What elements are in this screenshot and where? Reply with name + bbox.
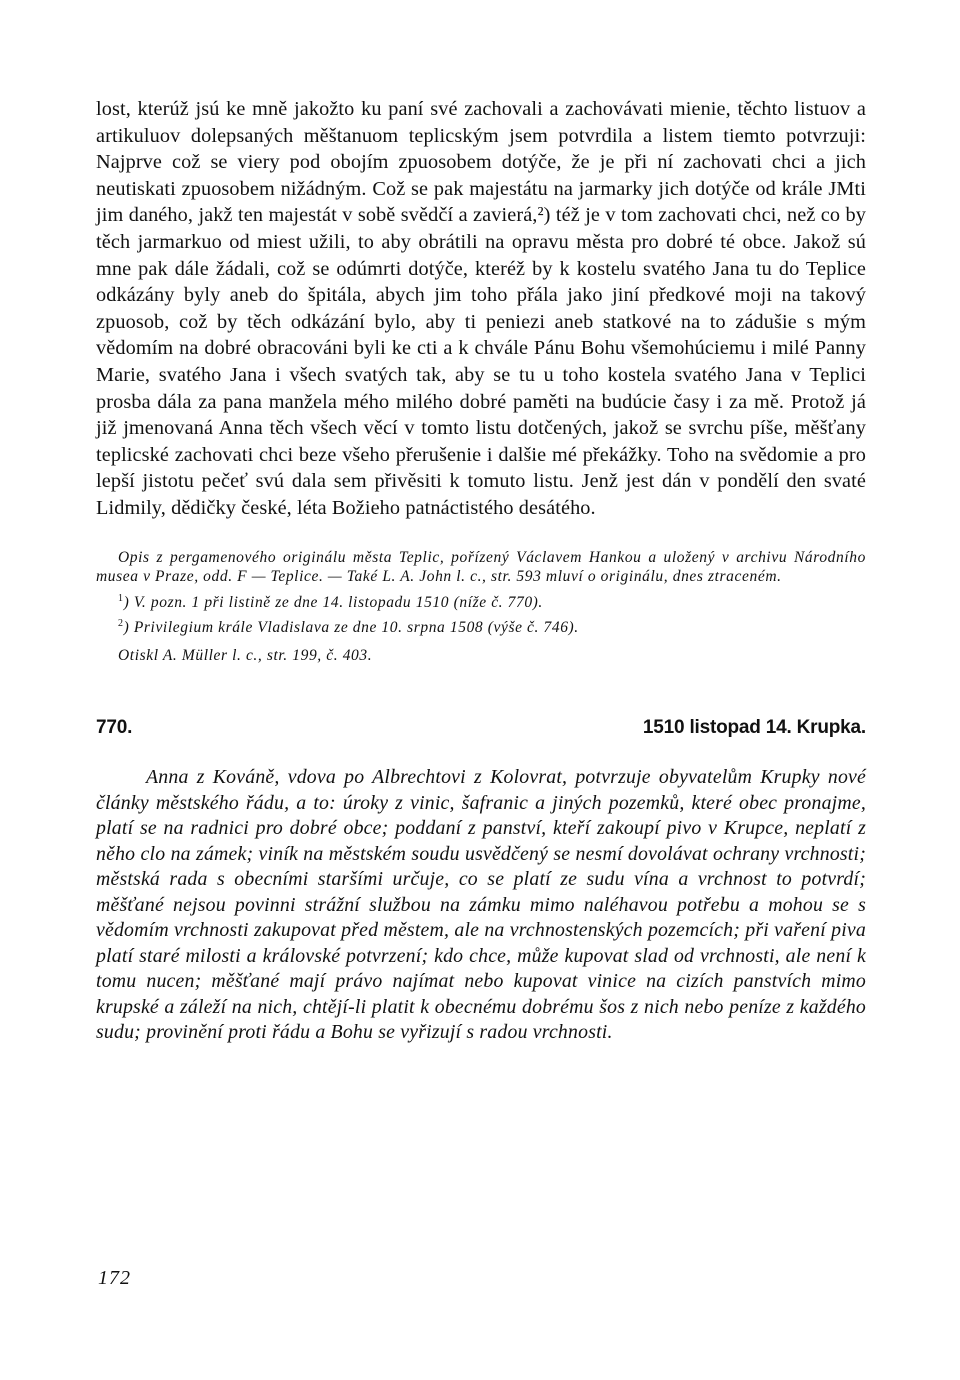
regest: Anna z Kováně, vdova po Albrechtovi z Kolovrat, potvrzuje obyvatelům Krupky nové články městského řádu, a to: úroky z vinic, šafranic a jiných pozemků, které obec pronajme, platí se na radnici pro dobré obce; poddaní z panství, kteří zakoupí pivo v Krupce, neplatí z něho clo na zámek; viník na městském soudu usvědčený se nesmí dovolávat ochrany vrchnosti; městská rada s obecními staršími určuje, co se platí ze sudu vína a vrchnost to potvrdí; měšťané nejsou povinni strážní službou na zámku mimo naléhavou potřebu a mohou se s vědomím vrchnosti zakupovat před městem, ale na vrchnostenských pozemcích; při vaření piva platí staré milosti a královské potvrzení; kdo chce, může kupovat slad od vrchnosti, ale není k tomu nucen; měšťané mají právo najímat nebo kupovat vinice na cizích panstvích mimo krupské a záleží na nich, chtějí-li platit k obecnému dobrému šos z nich nebo peníze z každého sudu; provinění proti řádu a Bohu se vyřizují s radou vrchnosti. [96, 766, 866, 1044]
footnote-2-mark: 2 [118, 618, 124, 630]
document-header [96, 717, 866, 739]
editorial-notes [96, 548, 866, 666]
document-number: 770. [96, 717, 133, 739]
source-note: Opis z pergamenového originálu města Teplic, pořízený Václavem Hankou a uložený v archivu Národního musea v Praze, odd. F — Teplice. — Také L. A. John l. c., str. 593 mluví o originálu, dnes ztraceném. [96, 548, 866, 585]
edition-note: Otiskl A. Müller l. c., str. 199, č. 403. [118, 646, 373, 664]
page-number: 172 [98, 1267, 131, 1289]
footnote-2 [118, 614, 866, 638]
document-page [96, 96, 866, 1066]
charter-text: lost, kterúž jsú ke mně jakožto ku paní své zachovali a zachovávati mienie, těchto listuov a artikuluov dolepsaných měštanuom teplicským jsem potvrdila a listem tiemto potvrzuji: Najprve což se viery pod obojím zpuosobem dotýče, že je při ní zachovati chci a jich neutiskati zpuosobem nižádným. Což se pak majestátu na jarmarky jich dotýče od krále JMti jim daného, jakž ten majestát v sobě svědčí a zavierá,²) též je v tom zachovati chci, než co by těch jarmarkuo od miest užili, to aby obrátili na opravu města pro dobré té obce. Jakož sú mne pak dále žádali, což se odúmrti dotýče, kteréž by k kostelu svatého Jana tu do Teplice odkázány byly aneb do špitála, abych jim toho přála jako jiní předkové moji na takový zpuosob, což by těch odkázání bylo, aby ti peniezi aneb statkové na to zádušie s mým vědomím na dobré obracováni byli ke cti a k chvále Pánu Bohu všemohúciemu i milé Panny Marie, svatého Jana i všech svatých tak, aby se tu u toho kostela svatého Jana v Teplici prosba dála za pana manžela mého milého dobré paměti na budúcie časy i za mě. Protož já již jmenovaná Anna těch všech věcí v tomto listu dotčených, jakož se svrchu píše, měšťany teplicské zachovati chci beze všeho přerušenie i dalšie mé překážky. Toho na svědomie a pro lepší jistotu pečeť svú dala sem přivěsiti k tomuto listu. Jenž jest dán v pondělí den svaté Lidmily, dědičky české, léta Božieho patnáctistého desátého. [96, 98, 866, 519]
footnote-1-text: ) V. pozn. 1 při listině ze dne 14. listopadu 1510 (níže č. 770). [123, 593, 543, 611]
footnote-2-text: ) Privilegium krále Vladislava ze dne 10. srpna 1508 (výše č. 746). [123, 619, 579, 637]
footnote-1-mark: 1 [118, 592, 124, 604]
footnote-1 [118, 589, 866, 613]
document-date-place: 1510 listopad 14. Krupka. [642, 717, 866, 739]
